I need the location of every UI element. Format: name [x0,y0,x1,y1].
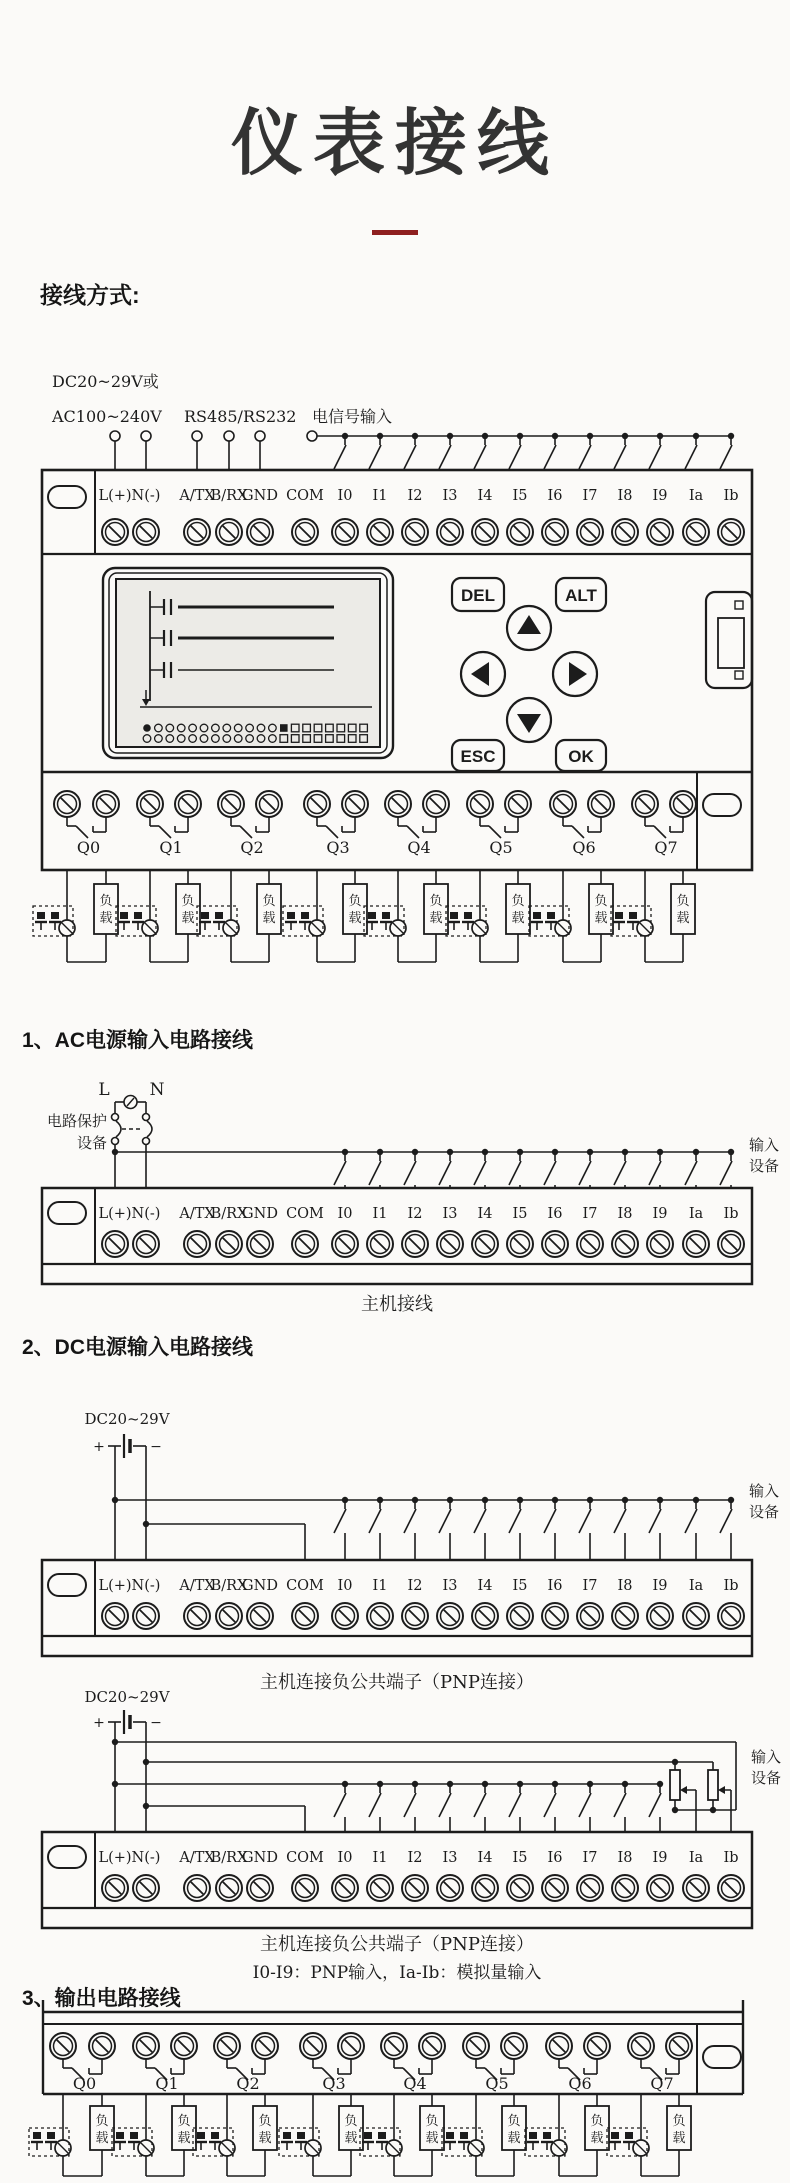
protection-label-line1: 电路保护 [46,1112,107,1130]
load-box-label: 负 [676,894,690,909]
output-label: Q2 [240,838,264,857]
down-arrow-icon [517,714,541,733]
terminal-label: I9 [652,1206,668,1222]
output-label: Q0 [76,838,101,857]
up-arrow-icon [517,615,541,634]
input-device-label-line2: 设备 [748,1503,780,1521]
plus-sign: + [93,1715,105,1731]
intro-heading: 接线方式: [40,282,140,308]
terminal-label: Ib [723,488,739,504]
line-label: L [98,1080,110,1100]
terminal-label: I8 [617,1850,633,1866]
minus-sign: − [150,1439,162,1455]
terminal-label: Ia [688,1850,704,1866]
terminal-label: B/RX [210,1850,248,1866]
load-box-label: 负 [262,894,276,909]
terminal-label: I4 [477,1206,493,1222]
main-wiring-diagram [33,431,752,962]
terminal-label: I9 [652,488,668,504]
load-box-label: 负 [95,2114,109,2129]
ok-button-label: OK [568,747,594,766]
terminal-label: I3 [442,1578,458,1594]
esc-button-label: ESC [460,747,496,766]
input-device-label-line2: 设备 [748,1157,780,1175]
power-label-line2: AC100~240V [52,407,162,426]
protection-label-line2: 设备 [76,1134,107,1152]
terminal-label: I5 [512,1578,528,1594]
terminal-label: L(+) [98,1206,132,1222]
terminal-label: I5 [512,1850,528,1866]
output-label: Q0 [72,2074,97,2093]
terminal-label: I0 [337,1850,353,1866]
load-box-label: 负 [348,894,362,909]
load-box-label: 载 [95,2131,109,2146]
terminal-label: I7 [582,1578,598,1594]
dc-input-analog-wiring-diagram [42,1710,752,1928]
diagram3-caption-line2: I0-I9：PNP输入，Ia-Ib：模拟量输入 [252,1963,542,1983]
input-device-label-line1: 输入 [748,1136,780,1154]
terminal-label: COM [286,488,324,504]
terminal-label: A/TX [179,488,215,504]
terminal-label: COM [286,1206,324,1222]
diagram3-caption-line1: 主机连接负公共端子（PNP连接） [260,1934,534,1955]
terminal-label: I6 [547,1206,563,1222]
dc-source-label: DC20~29V [84,1688,170,1706]
neutral-label: N [149,1080,165,1100]
load-box-label: 负 [99,894,113,909]
terminal-label: I1 [372,1206,388,1222]
terminal-label: GND [242,1578,278,1594]
terminal-label: I2 [407,1578,423,1594]
load-box-label: 载 [181,911,195,926]
output-label: Q5 [485,2074,509,2093]
output-label: Q5 [489,838,513,857]
load-box-label: 负 [425,2114,439,2129]
load-box-label: 载 [672,2131,686,2146]
output-label: Q2 [236,2074,260,2093]
load-box-label: 负 [429,894,443,909]
terminal-label: I4 [477,1578,493,1594]
terminal-label: N(-) [131,1850,161,1866]
load-box-label: 载 [344,2131,358,2146]
section1-caption: 主机接线 [361,1294,433,1315]
dc-source-label: DC20~29V [84,1410,170,1428]
left-arrow-icon [471,662,489,686]
terminal-label: Ia [688,1578,704,1594]
input-device-label-line1: 输入 [750,1748,782,1766]
output-label: Q4 [407,838,431,857]
load-box-label: 载 [594,911,608,926]
output-label: Q3 [322,2074,346,2093]
output-wiring-diagram [29,2000,743,2176]
load-box-label: 载 [429,911,443,926]
terminal-label: B/RX [210,488,248,504]
load-box-label: 负 [258,2114,272,2129]
load-box-label: 负 [511,894,525,909]
load-box-label: 负 [344,2114,358,2129]
terminal-label: I4 [477,488,493,504]
terminal-label: I9 [652,1850,668,1866]
ac-input-wiring-diagram [42,1096,752,1285]
title-accent-dash [372,230,418,235]
terminal-label: I6 [547,1850,563,1866]
terminal-label: I4 [477,1850,493,1866]
terminal-label: L(+) [98,1850,132,1866]
device-buttons [452,578,606,771]
output-label: Q7 [650,2074,674,2093]
terminal-label: L(+) [98,1578,132,1594]
input-device-label-line2: 设备 [750,1769,782,1787]
terminal-label: N(-) [131,1206,161,1222]
load-box-label: 负 [672,2114,686,2129]
terminal-label: B/RX [210,1206,248,1222]
terminal-label: COM [286,1850,324,1866]
terminal-label: I6 [547,488,563,504]
output-label: Q7 [654,838,678,857]
output-label: Q4 [403,2074,427,2093]
terminal-label: I7 [582,1206,598,1222]
load-box-label: 载 [425,2131,439,2146]
load-box-label: 负 [181,894,195,909]
page-title: 仪表接线 [230,104,560,184]
terminal-label: Ia [688,488,704,504]
output-label: Q6 [572,838,596,857]
terminal-label: L(+) [98,488,132,504]
load-box-label: 载 [676,911,690,926]
terminal-label: GND [242,1850,278,1866]
del-button-label: DEL [461,586,495,605]
terminal-label: N(-) [131,1578,161,1594]
terminal-label: I7 [582,1850,598,1866]
terminal-label: I0 [337,488,353,504]
section2-heading: 2、DC电源输入电路接线 [22,1336,254,1359]
terminal-label: COM [286,1578,324,1594]
right-arrow-icon [569,662,587,686]
section1-heading: 1、AC电源输入电路接线 [22,1029,254,1052]
output-label: Q6 [568,2074,592,2093]
terminal-label: I5 [512,488,528,504]
terminal-label: I1 [372,1578,388,1594]
alt-button-label: ALT [565,586,597,605]
load-box-label: 负 [594,894,608,909]
load-box-label: 负 [177,2114,191,2129]
section2-caption: 主机连接负公共端子（PNP连接） [260,1672,534,1693]
load-box-label: 载 [507,2131,521,2146]
terminal-label: I0 [337,1206,353,1222]
minus-sign: − [150,1715,162,1731]
terminal-label: I2 [407,1206,423,1222]
terminal-label: I2 [407,488,423,504]
terminal-label: A/TX [179,1850,215,1866]
load-box-label: 负 [507,2114,521,2129]
terminal-label: N(-) [131,488,161,504]
load-box-label: 载 [348,911,362,926]
terminal-label: I3 [442,1850,458,1866]
terminal-label: Ib [723,1206,739,1222]
power-label-line1: DC20~29V或 [52,372,159,391]
terminal-label: I1 [372,488,388,504]
terminal-label: A/TX [179,1206,215,1222]
terminal-label: I8 [617,1578,633,1594]
terminal-label: B/RX [210,1578,248,1594]
terminal-label: I2 [407,1850,423,1866]
terminal-label: I3 [442,1206,458,1222]
output-label: Q3 [326,838,350,857]
output-label: Q1 [159,838,183,857]
load-box-label: 载 [99,911,113,926]
section3-heading: 3、输出电路接线 [22,1987,181,2010]
terminal-label: I9 [652,1578,668,1594]
terminal-label: GND [242,1206,278,1222]
terminal-label: I8 [617,1206,633,1222]
output-label: Q1 [155,2074,179,2093]
load-box-label: 载 [590,2131,604,2146]
comm-label: RS485/RS232 [184,407,297,426]
signal-input-label: 电信号输入 [312,407,393,426]
terminal-label: Ib [723,1578,739,1594]
terminal-label: GND [242,488,278,504]
load-box-label: 载 [177,2131,191,2146]
plus-sign: + [93,1439,105,1455]
terminal-label: I1 [372,1850,388,1866]
load-box-label: 载 [262,911,276,926]
terminal-label: I7 [582,488,598,504]
terminal-label: I3 [442,488,458,504]
terminal-label: A/TX [179,1578,215,1594]
load-box-label: 载 [258,2131,272,2146]
terminal-label: I8 [617,488,633,504]
load-box-label: 负 [590,2114,604,2129]
input-device-label-line1: 输入 [748,1482,780,1500]
dc-input-wiring-diagram [42,1434,752,1656]
terminal-label: I0 [337,1578,353,1594]
terminal-label: I6 [547,1578,563,1594]
terminal-label: Ia [688,1206,704,1222]
load-box-label: 载 [511,911,525,926]
terminal-label: I5 [512,1206,528,1222]
terminal-label: Ib [723,1850,739,1866]
